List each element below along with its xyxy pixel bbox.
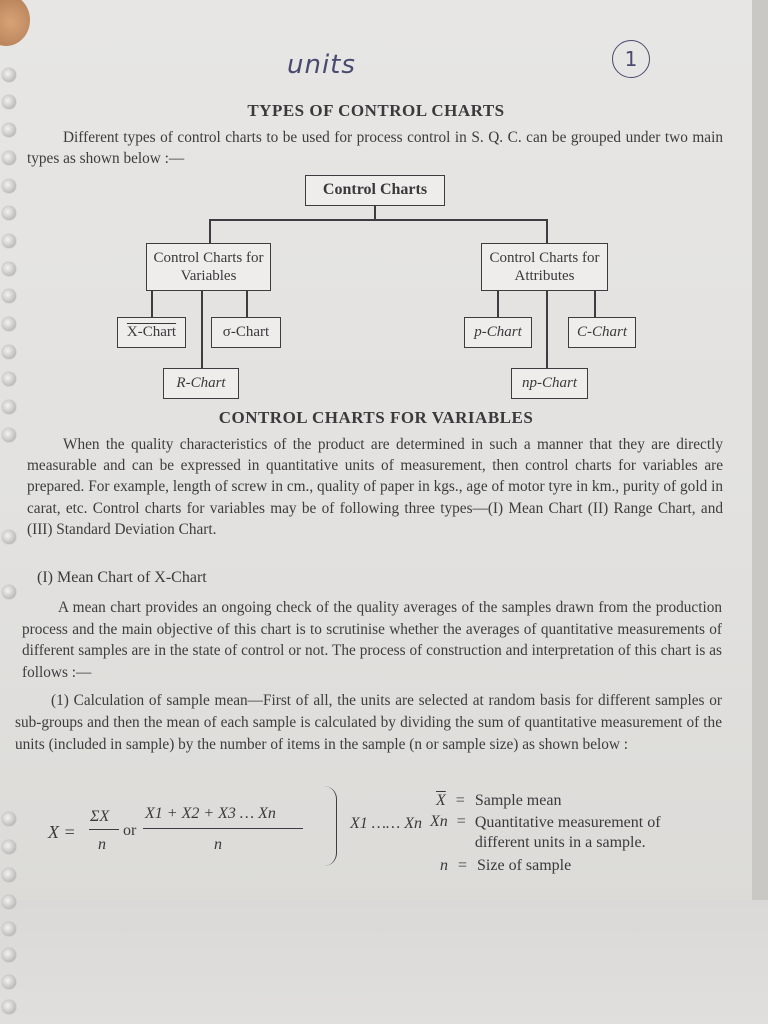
box-control-charts: Control Charts [305, 175, 445, 206]
binder-hole [2, 289, 16, 303]
legend-eq: = [456, 813, 466, 830]
box-sigma-chart: σ-Chart [211, 317, 281, 348]
connector [209, 219, 211, 244]
binder-hole [2, 345, 16, 359]
binder-hole [2, 812, 16, 826]
connector [497, 291, 499, 318]
legend-text: Size of sample [477, 857, 572, 874]
intro-paragraph: Different types of control charts to be used for process control in S. Q. C. can be grouped under two main types as shown below :— [27, 129, 723, 168]
formula-sum-numerator: ΣX [90, 808, 110, 825]
legend-symbol: $\overline{X}$ [436, 792, 446, 809]
legend-eq: = [455, 792, 465, 809]
binder-hole [2, 317, 16, 331]
binder-hole [2, 234, 16, 248]
connector [546, 219, 548, 244]
handwritten-title: units [287, 50, 356, 80]
binder-hole [2, 428, 16, 442]
connector [374, 206, 376, 220]
box-xbar-chart [117, 317, 186, 348]
connector [201, 291, 203, 369]
heading-types-of-control-charts: TYPES OF CONTROL CHARTS [247, 101, 505, 120]
legend-text: Sample mean [474, 792, 562, 809]
variables-paragraph: When the quality characteristics of the product are determined in such a manner that they are directly measurable and can be expressed in quantitative units of measurement, then control charts for variables are prepared. For example, length of screw in cm., quality of paper in kgs., age of motor tyre in km., purity of gold in carat, etc. Control charts for variables may be of following three types—(I) Mean Chart (II) Range Chart, and (III) Standard Deviation Chart. [27, 436, 723, 538]
legend-symbol: n [440, 857, 448, 874]
binder-hole [2, 179, 16, 193]
binder-hole [2, 948, 16, 962]
xbar-chart-label: X-Chart [126, 324, 177, 340]
box-control-charts-attributes: Control Charts for Attributes [481, 243, 608, 291]
binder-hole [2, 530, 16, 544]
connector [246, 291, 248, 318]
binder-hole [2, 151, 16, 165]
right-brace [324, 786, 337, 866]
binder-hole [2, 123, 16, 137]
legend-sample-mean [436, 792, 561, 810]
binder-hole [2, 585, 16, 599]
mean-chart-paragraph: A mean chart provides an ongoing check of the quality averages of the samples drawn from the production process and the main objective of this chart is to scrutinise whether the averages of quantitative measurements of different samples are in the state of control or not. The process of construction and interpretation of this chart is as follows :— [22, 599, 722, 681]
connector [594, 291, 596, 318]
binder-hole [2, 868, 16, 882]
sample-mean-paragraph: (1) Calculation of sample mean—First of all, the units are selected at random basis for different samples or sub-groups and then the mean of each sample is calculated by dividing the sum of quantitative measurement of the units (included in sample) by the number of items in the sample (n or sample size) as shown below : [15, 692, 722, 753]
box-np-chart: np-Chart [511, 368, 588, 399]
formula-lhs: X = [48, 822, 76, 842]
heading-control-charts-for-variables: CONTROL CHARTS FOR VARIABLES [218, 408, 534, 427]
binder-hole [2, 840, 16, 854]
legend-eq: = [458, 857, 468, 874]
connector [151, 291, 153, 318]
page-number: 1 [624, 47, 638, 71]
box-control-charts-variables: Control Charts for Variables [146, 243, 271, 291]
binder-hole [2, 95, 16, 109]
connector [546, 291, 548, 369]
binder-hole [2, 68, 16, 82]
box-r-chart: R-Chart [163, 368, 239, 399]
formula-or: or [123, 822, 137, 839]
binder-hole [2, 1000, 16, 1014]
binder-hole [2, 922, 16, 936]
binder-hole [2, 895, 16, 909]
fraction-bar [143, 828, 303, 829]
connector [209, 219, 547, 221]
legend-sample-size [440, 857, 571, 875]
binder-hole [2, 400, 16, 414]
binder-hole [2, 262, 16, 276]
box-p-chart: p-Chart [464, 317, 532, 348]
binder-hole [2, 372, 16, 386]
legend-quantitative [430, 813, 730, 853]
binder-hole [2, 206, 16, 220]
underlying-page [0, 900, 768, 1024]
formula-series: X1 …… Xn [350, 815, 422, 832]
page-number-circle [612, 40, 650, 78]
formula-sum-denominator: n [98, 836, 106, 853]
binder-holes [0, 0, 30, 1024]
subheading-mean-chart: (I) Mean Chart of X-Chart [37, 569, 207, 586]
fraction-bar [89, 829, 119, 830]
legend-symbol: Xn [430, 813, 448, 830]
formula-fraction-numerator: X1 + X2 + X3 … Xn [145, 805, 276, 822]
formula-fraction-denominator: n [214, 836, 222, 853]
binder-hole [2, 975, 16, 989]
legend-text: Quantitative measurement of different units in a sample. [474, 814, 661, 851]
box-c-chart: C-Chart [568, 317, 636, 348]
